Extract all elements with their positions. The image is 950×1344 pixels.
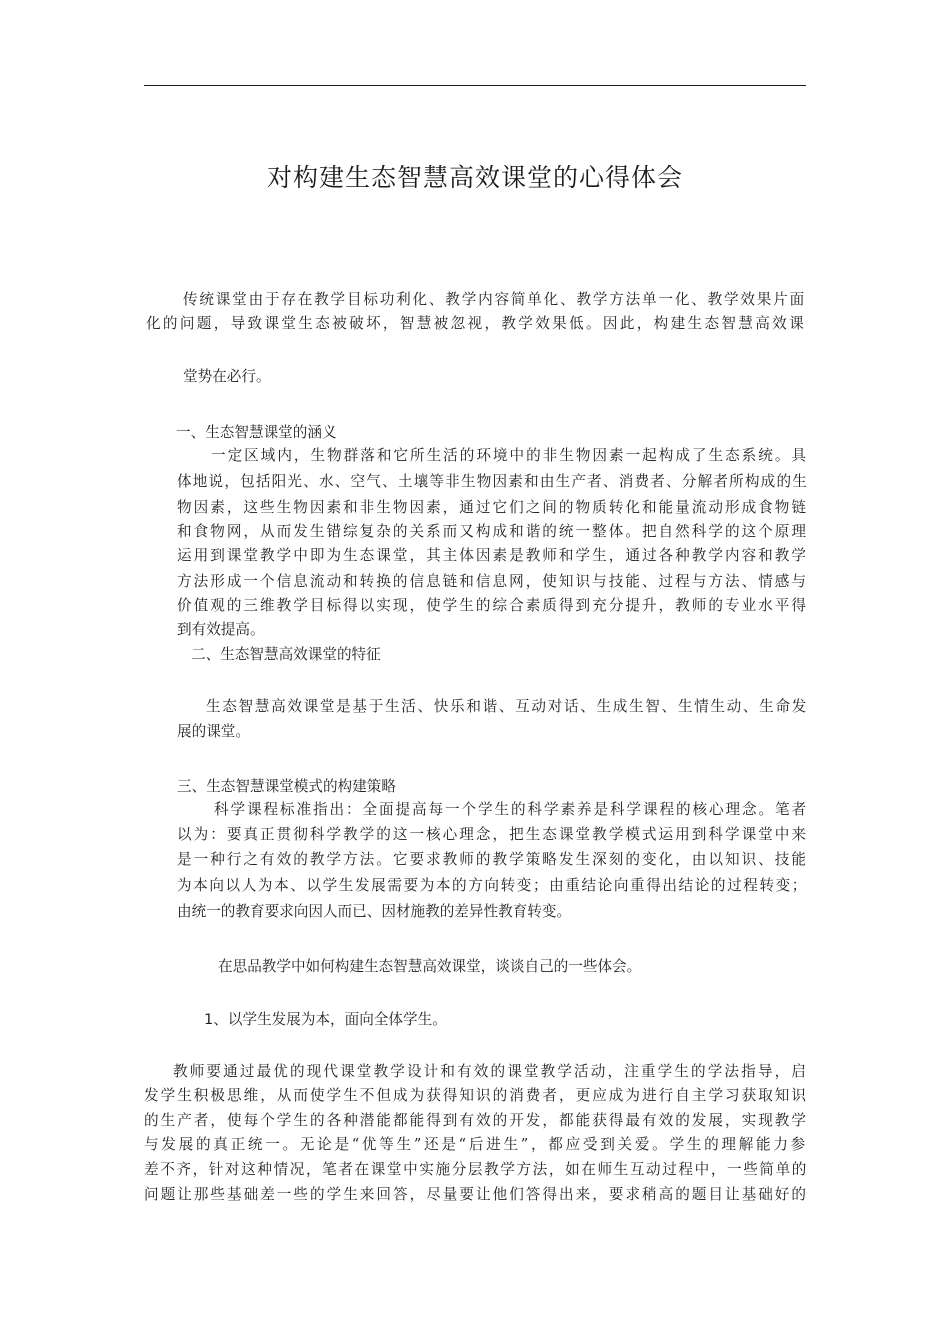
- body-line: 科学课程标准指出：全面提高每一个学生的科学素养是科学课程的核心理念。笔者: [214, 801, 808, 818]
- list-item-heading: 1、以学生发展为本，面向全体学生。: [204, 1011, 447, 1028]
- body-line: 的生产者，使每个学生的各种潜能都能得到有效的开发，都能获得最有效的发展，实现教学: [144, 1112, 808, 1129]
- body-line: 是一种行之有效的教学方法。它要求教师的教学策略发生深刻的变化，由以知识、技能: [177, 851, 808, 868]
- section-heading: 三、生态智慧课堂模式的构建策略: [177, 778, 396, 795]
- intro-line: 化的问题，导致课堂生态被破坏，智慧被忽视，教学效果低。因此，构建生态智慧高效课: [146, 315, 806, 332]
- intro-line: 堂势在必行。: [183, 368, 271, 385]
- document-title: 对构建生态智慧高效课堂的心得体会: [266, 163, 683, 192]
- body-line: 生态智慧高效课堂是基于生活、快乐和谐、互动对话、生成生智、生情生动、生命发: [206, 698, 808, 715]
- body-line: 发学生积极思维，从而使学生不但成为获得知识的消费者，更应成为进行自主学习获取知识: [144, 1087, 808, 1104]
- header-rule: [144, 85, 806, 86]
- body-line: 运用到课堂教学中即为生态课堂，其主体因素是教师和学生，通过各种教学内容和教学: [177, 547, 808, 564]
- body-line: 体地说，包括阳光、水、空气、土壤等非生物因素和由生产者、消费者、分解者所构成的生: [177, 473, 808, 490]
- body-line: 一定区域内，生物群落和它所生活的环境中的非生物因素一起构成了生态系统。具: [211, 447, 808, 464]
- body-line: 与发展的真正统一。无论是“优等生”还是“后进生”，都应受到关爱。学生的理解能力参: [144, 1136, 808, 1153]
- body-line: 以为：要真正贯彻科学教学的这一核心理念，把生态课堂教学模式运用到科学课堂中来: [177, 826, 808, 843]
- body-line: 展的课堂。: [177, 723, 250, 740]
- body-line: 价值观的三维教学目标得以实现，使学生的综合素质得到充分提升，教师的专业水平得: [177, 597, 808, 614]
- body-line: 差不齐，针对这种情况，笔者在课堂中实施分层教学方法，如在师生互动过程中，一些简单的: [144, 1161, 808, 1178]
- section-heading: 二、生态智慧高效课堂的特征: [191, 646, 381, 663]
- body-line: 和食物网，从而发生错综复杂的关系而又构成和谐的统一整体。把自然科学的这个原理: [177, 523, 808, 540]
- body-line: 方法形成一个信息流动和转换的信息链和信息网，使知识与技能、过程与方法、情感与: [177, 573, 808, 590]
- body-line: 教师要通过最优的现代课堂教学设计和有效的课堂教学活动，注重学生的学法指导，启: [173, 1063, 808, 1080]
- experience-paragraph: 在思品教学中如何构建生态智慧高效课堂，谈谈自己的一些体会。: [218, 958, 642, 975]
- body-line: 问题让那些基础差一些的学生来回答，尽量要让他们答得出来，要求稍高的题目让基础好的: [144, 1186, 808, 1203]
- body-line: 物因素，这些生物因素和非生物因素，通过它们之间的物质转化和能量流动形成食物链: [177, 499, 808, 516]
- section-heading: 一、生态智慧课堂的涵义: [176, 424, 337, 441]
- body-line: 由统一的教育要求向因人而已、因材施教的差异性教育转变。: [177, 903, 572, 920]
- body-line: 为本向以人为本、以学生发展需要为本的方向转变；由重结论向重得出结论的过程转变；: [177, 877, 808, 894]
- intro-line: 传统课堂由于存在教学目标功利化、教学内容简单化、教学方法单一化、教学效果片面: [183, 291, 806, 308]
- body-line: 到有效提高。: [177, 621, 265, 638]
